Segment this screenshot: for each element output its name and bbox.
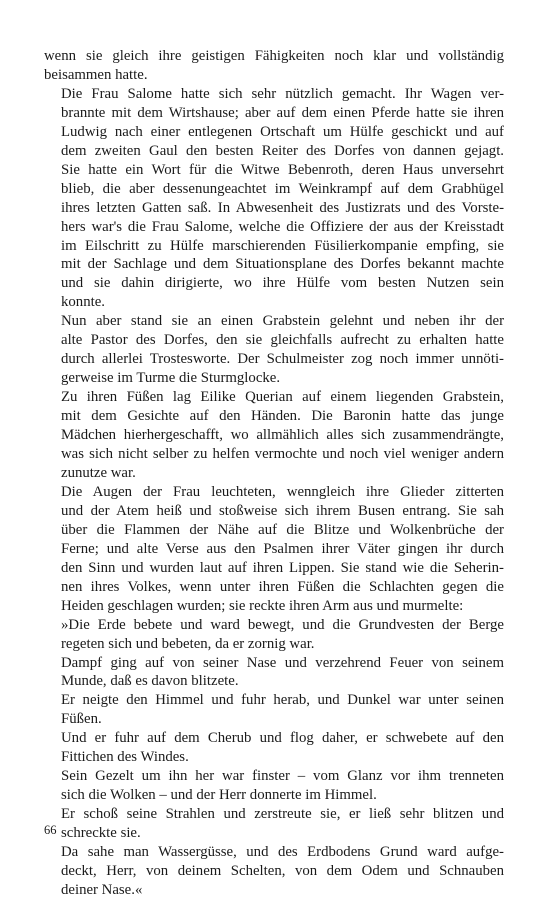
text-line: alte Pastor des Dorfes, den sie gleichfalls aufrecht zu erhalten hatte [61, 332, 504, 349]
text-line: Er neigte den Himmel und fuhr herab, und Dunkel war unter seinen [61, 692, 504, 709]
paragraph [44, 47, 504, 85]
text-line: »Die Erde bebete und ward bewegt, und die Grundvesten der Berge [61, 616, 504, 633]
text-line: Die Augen der Frau leuchteten, wenngleich ihre Glieder zitterten [61, 483, 504, 500]
paragraph [44, 616, 504, 654]
text-line: zunutze war. [61, 464, 136, 481]
text-line: den Sinn und wurden laut auf ihren Lippen. Sie stand wie die Seherin- [61, 559, 504, 576]
text-line: Und er fuhr auf dem Cherub und flog daher, er schwebete auf den [61, 730, 504, 747]
text-line: Nun aber stand sie an einen Grabstein gelehnt und neben ihr der [61, 313, 504, 330]
text-line: konnte. [61, 294, 105, 311]
paragraph [44, 691, 504, 729]
text-line: Munde, daß es davon blitzete. [61, 673, 239, 690]
text-line: Sie hatte ein Wort für die Witwe Bebenroth, deren Haus unversehrt [61, 161, 504, 178]
text-line: regeten sich und bebeten, da er zornig war. [61, 635, 315, 652]
paragraph [44, 85, 504, 312]
text-line: sich die Wolken – und der Herr donnerte im Himmel. [61, 787, 377, 804]
paragraph [44, 767, 504, 805]
text-line: nen ihres Volkes, wenn unter ihren Füßen die Schlachten gegen die [61, 578, 504, 595]
text-line: deiner Nase.« [61, 881, 143, 898]
text-line: Dampf ging auf von seiner Nase und verzehrend Feuer von seinem [61, 654, 504, 671]
text-line: gerweise im Turme die Sturmglocke. [61, 370, 281, 387]
paragraph [44, 843, 504, 900]
text-line: Sein Gezelt um ihn her war finster – vom Glanz vor ihm trenneten [61, 768, 504, 785]
text-line: Fittichen des Windes. [61, 749, 189, 766]
text-line: Heiden geschlagen wurden; sie reckte ihren Arm aus und murmelte: [61, 597, 464, 614]
text-line: Ferne; und alte Verse aus den Psalmen ihrer Väter gingen ihr durch [61, 540, 504, 557]
paragraph [44, 312, 504, 388]
page-number: 66 [44, 823, 57, 837]
text-line: und der Atem heiß und stoßweise sich ihrem Busen entrang. Sie sah [61, 502, 504, 519]
paragraph [44, 805, 504, 843]
text-line: brannte mit dem Wirtshause; aber auf dem einen Pferde hatte sie ihren [61, 104, 504, 121]
text-line: schreckte sie. [61, 825, 141, 842]
text-line: dem zweiten Gaul den besten Reiter des Dorfes von dannen gejagt. [61, 142, 504, 159]
text-line: beisammen hatte. [44, 66, 148, 83]
text-line: im Eilschritt zu Hülfe marschierenden Füsilierkompanie empfing, sie [61, 237, 504, 254]
text-line: Ludwig nach einer entlegenen Ortschaft um Hülfe geschickt und auf [61, 123, 504, 140]
text-line: ihres letzten Gatten saß. In Abwesenheit des Justizrats und des Vorste- [61, 199, 504, 216]
text-line: durch allerlei Trostesworte. Der Schulmeister zog noch immer unnöti- [61, 351, 504, 368]
text-line: Füßen. [61, 711, 102, 728]
text-line: was sich nicht selber zu helfen vermochte und noch viel weniger andern [61, 446, 504, 463]
book-page-body [44, 47, 504, 900]
text-line: Die Frau Salome hatte sich sehr nützlich gemacht. Ihr Wagen ver- [61, 85, 504, 102]
text-line: Da sahe man Wassergüsse, und des Erdbodens Grund ward aufge- [61, 844, 504, 861]
paragraph [44, 654, 504, 692]
text-line: Er schoß seine Strahlen und zerstreute sie, er ließ sehr blitzen und [61, 806, 504, 823]
text-line: wenn sie gleich ihre geistigen Fähigkeiten noch klar und vollständig [44, 48, 504, 64]
text-line: Zu ihren Füßen lag Eilike Querian auf einem liegenden Grabstein, [61, 389, 504, 406]
text-line: mit dem Gesichte auf den Händen. Die Baronin hatte das junge [61, 408, 504, 425]
paragraph [44, 388, 504, 483]
text-line: Mädchen hierhergeschafft, wo allmählich alles sich zusammendrängte, [61, 427, 504, 444]
paragraph [44, 729, 504, 767]
text-line: deckt, Herr, von deinem Schelten, von dem Odem und Schnauben [61, 862, 504, 879]
text-line: mit der Sachlage und dem Situationsplane des Dorfes bekannt machte [61, 256, 504, 273]
text-line: und sie dahin dirigierte, wo ihre Hülfe vom besten Nutzen sein [61, 275, 504, 292]
text-line: über die Flammen der Nähe auf die Blitze und Wolkenbrüche der [61, 521, 504, 538]
paragraph [44, 483, 504, 616]
text-line: blieb, die aber dessenungeachtet im Weinkrampf auf dem Grabhügel [61, 180, 504, 197]
text-line: hers war's die Frau Salome, welche die Offiziere der aus der Kreisstadt [61, 218, 504, 235]
